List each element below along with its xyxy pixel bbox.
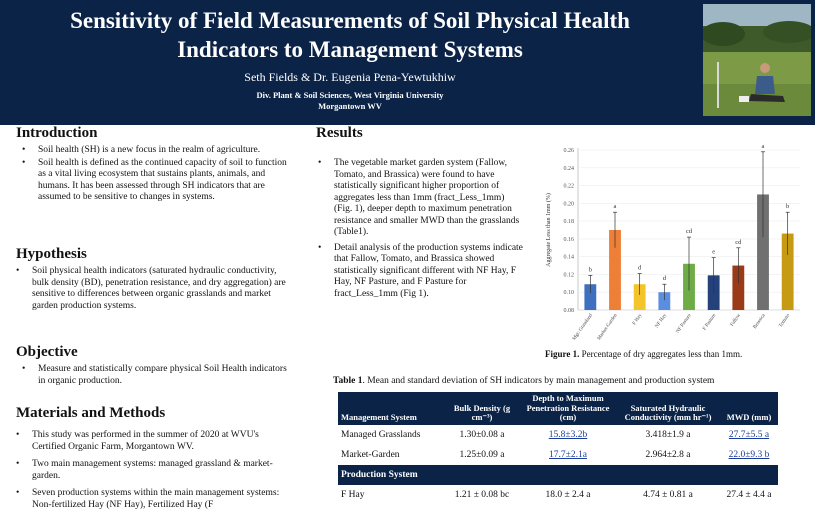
sh-indicators-table <box>338 392 778 505</box>
y-tick-label: 0.18 <box>563 219 574 226</box>
y-tick-label: 0.26 <box>563 148 574 154</box>
table-cell: F Hay <box>341 489 365 500</box>
methods-heading: Materials and Methods <box>16 405 166 421</box>
field-photo <box>703 4 811 116</box>
y-axis-label: Aggregate Less than 1mm (%) <box>546 193 552 267</box>
table-header: Bulk Density (g cm⁻³) <box>444 392 520 425</box>
table-cell: 1.21 ± 0.08 bc <box>454 489 510 500</box>
x-tick-label: Market-Garden <box>596 313 619 342</box>
y-tick-label: 0.16 <box>563 236 574 243</box>
y-tick-label: 0.12 <box>563 272 574 279</box>
significance-letter: d <box>638 264 642 272</box>
introduction-heading: Introduction <box>16 125 98 141</box>
x-tick-label: NF Hay <box>654 313 668 330</box>
table-header-row <box>338 392 778 425</box>
x-tick-label: F Pasture <box>702 313 718 332</box>
list-item: • Soil health (SH) is a new focus in the realm of agriculture. <box>16 145 288 157</box>
table-cell: 2.964±2.8 a <box>645 449 691 460</box>
x-tick-label: NF Pasture <box>675 313 693 335</box>
table-header: MWD (mm) <box>720 392 778 425</box>
affiliation: Div. Plant & Soil Sciences, West Virginia University <box>256 90 444 100</box>
y-tick-label: 0.20 <box>563 201 574 208</box>
table-cell: 4.74 ± 0.81 a <box>643 489 693 500</box>
hypothesis-heading: Hypothesis <box>16 246 87 262</box>
table-row <box>338 485 778 505</box>
list-item: • Detail analysis of the production systems indicate that Fallow, Tomato, and Brassica showed statistically significant different with NF Hay, F Hay, NF Pasture, and F Pasture for fract_Less_1mm (Fig 1). <box>312 243 524 301</box>
list-item: • Two main management systems: managed grassland & market-garden. <box>10 459 290 482</box>
table-header: Depth to Maximum Penetration Resistance (cm) <box>520 392 616 425</box>
table-cell: Managed Grasslands <box>341 429 421 440</box>
table-cell: 1.30±0.08 a <box>459 429 505 440</box>
table-cell: 18.0 ± 2.4 a <box>545 489 591 500</box>
objective-heading: Objective <box>16 344 78 360</box>
poster-title: Sensitivity of Field Measurements of Soil Physical Health Indicators to Management Systems <box>70 8 630 62</box>
significance-letter: d <box>662 275 666 283</box>
table-cell: 17.7±2.1a <box>549 449 587 460</box>
authors: Seth Fields & Dr. Eugenia Pena-Yewtukhiw <box>244 70 456 84</box>
y-tick-label: 0.10 <box>563 290 574 297</box>
table-cell: Market-Garden <box>341 449 400 460</box>
significance-letter: cd <box>685 228 693 236</box>
objective-list <box>16 364 288 388</box>
x-tick-label: Mgt: Grassland <box>572 313 594 342</box>
y-tick-label: 0.08 <box>563 308 574 314</box>
table-cell: 27.4 ± 4.4 a <box>726 489 772 500</box>
header-divider <box>0 124 815 125</box>
methods-list <box>10 430 290 512</box>
y-tick-label: 0.14 <box>563 254 574 261</box>
table-cell: 15.8±3.2b <box>548 429 588 440</box>
table-cell: 27.7±5.5 a <box>728 429 770 440</box>
x-tick-label: F Hay <box>632 313 644 327</box>
list-item: • The vegetable market garden system (Fallow, Tomato, and Brassica) were found to have statistically significant higher proportion of aggregates less than 1mm (fract_Less_1mm) (Fig. 1), deeper depth to maximum penetration resistance and smaller MWD than the grasslands (Table1). <box>312 158 524 239</box>
x-tick-label: Tomato <box>778 313 792 329</box>
list-item: • Soil health is defined as the continued capacity of soil to function as a vital living ecosystem that sustains plants, animals, and humans. It has been assessed through SH indicators that are assumed to be sensitive to changes in systems. <box>16 158 288 204</box>
table-header: Management System <box>338 392 444 425</box>
aggregate-bar-chart <box>530 138 808 360</box>
hypothesis-list <box>10 266 290 313</box>
table-section-label: Production System <box>338 465 778 485</box>
table-header: Saturated Hydraulic Conductivity (mm hr⁻¹) <box>616 392 720 425</box>
y-tick-label: 0.22 <box>563 183 574 190</box>
figure-caption: Figure 1. Percentage of dry aggregates less than 1mm. <box>545 349 743 359</box>
table-caption: Table 1. Mean and standard deviation of SH indicators by main management and production system <box>333 376 715 386</box>
location: Morgantown WV <box>318 101 382 111</box>
table-row <box>338 445 778 465</box>
table-section-row <box>338 465 778 485</box>
list-item: • Measure and statistically compare physical Soil Health indicators in organic production. <box>16 364 288 387</box>
x-tick-label: Fallow <box>729 313 742 328</box>
list-item: • Soil physical health indicators (saturated hydraulic conductivity, bulk density (BD), penetration resistance, and dry aggregation) are sensitive to differences between organic grasslands and market garden production systems. <box>10 266 290 312</box>
significance-letter: cd <box>735 238 742 246</box>
results-heading: Results <box>316 125 363 141</box>
table-row <box>338 425 778 445</box>
significance-letter: a <box>761 142 765 150</box>
table-cell: 3.418±1.9 a <box>645 429 691 440</box>
introduction-list <box>16 145 288 205</box>
poster-header <box>0 0 815 124</box>
table-cell: 22.0±9.3 b <box>728 449 770 460</box>
list-item: • Seven production systems within the main management systems: Non-fertilized Hay (NF Hay), Fertilized Hay (F <box>10 488 290 511</box>
results-list <box>312 158 524 301</box>
significance-letter: e <box>712 248 716 256</box>
table-cell: 1.25±0.09 a <box>459 449 505 460</box>
significance-letter: b <box>786 203 790 211</box>
list-item: • This study was performed in the summer of 2020 at WVU's Certified Organic Farm, Morgantown WV. <box>10 430 290 453</box>
y-tick-label: 0.24 <box>563 165 574 172</box>
significance-letter: b <box>588 266 592 274</box>
significance-letter: a <box>613 203 617 211</box>
x-tick-label: Brassica <box>752 313 767 331</box>
